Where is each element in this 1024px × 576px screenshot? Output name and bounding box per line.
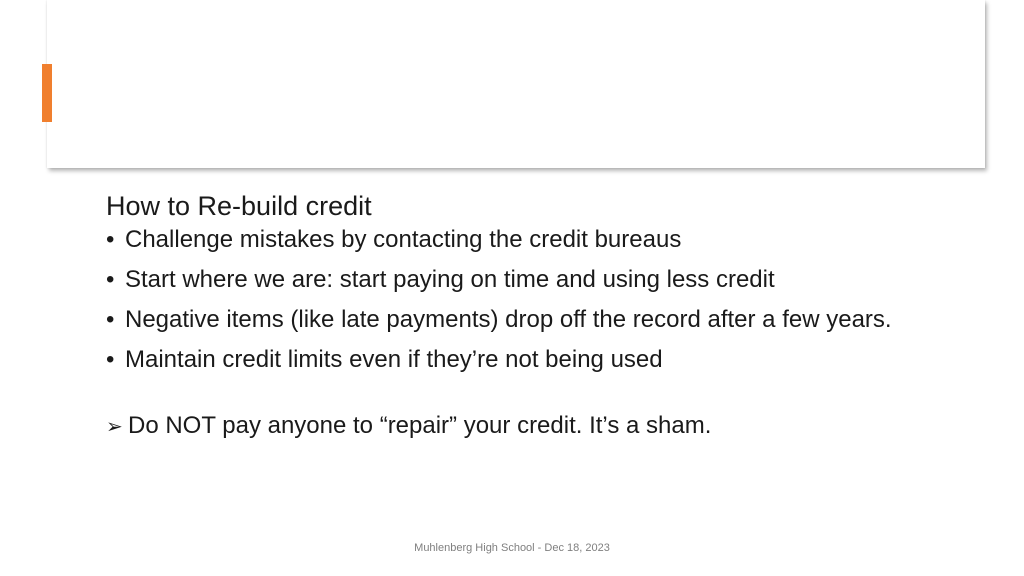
bullet-dot-icon: • (106, 346, 115, 373)
bullet-dot-icon: • (106, 306, 115, 333)
bullet-item (106, 226, 966, 254)
bullet-item (106, 266, 966, 294)
callout (106, 412, 966, 440)
slide-footer: Muhlenberg High School - Dec 18, 2023 (414, 542, 610, 554)
title-placeholder (47, 0, 985, 168)
bullet-text: Negative items (like late payments) drop off the record after a few years. (125, 306, 892, 333)
bullet-item (106, 346, 966, 374)
bullet-list (106, 226, 966, 374)
arrowhead-right-icon: ➢ (106, 414, 123, 438)
callout-text: Do NOT pay anyone to “repair” your credit. It’s a sham. (128, 412, 712, 439)
bullet-item (106, 306, 966, 334)
bullet-text: Start where we are: start paying on time and using less credit (125, 266, 775, 293)
bullet-dot-icon: • (106, 226, 115, 253)
accent-bar (42, 64, 52, 122)
bullet-text: Maintain credit limits even if they’re not being used (125, 346, 663, 373)
bullet-dot-icon: • (106, 266, 115, 293)
content-area (106, 188, 966, 440)
bullet-text: Challenge mistakes by contacting the credit bureaus (125, 226, 682, 253)
content-heading: How to Re-build credit (106, 191, 372, 221)
